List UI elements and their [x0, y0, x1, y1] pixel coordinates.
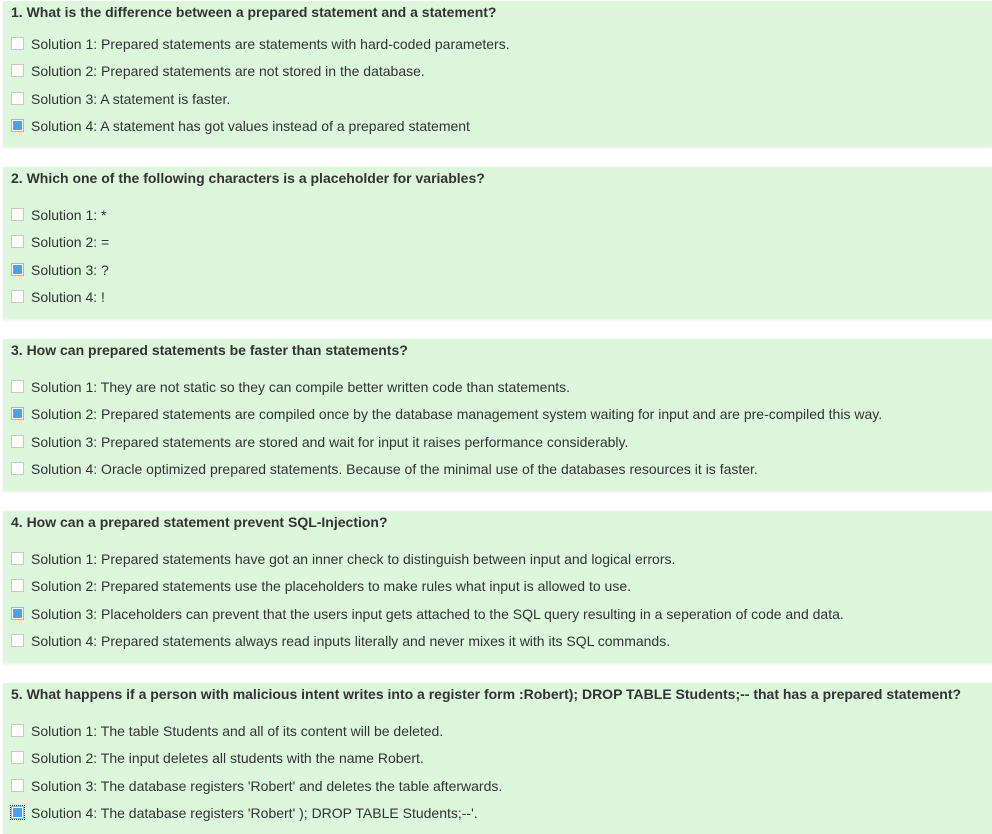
- option-label: Solution 3: Placeholders can prevent that the users input gets attached to the SQL query resulting in a seperation of code and data.: [31, 606, 844, 622]
- option-label: Solution 2: The input deletes all students with the name Robert.: [31, 750, 424, 766]
- question-2: [3, 167, 992, 319]
- option-label: Solution 1: They are not static so they can compile better written code than statements.: [31, 379, 571, 395]
- checkbox[interactable]: [11, 263, 24, 276]
- checkbox[interactable]: [11, 806, 24, 819]
- option-label: Solution 3: Prepared statements are stored and wait for input it raises performance considerably.: [31, 434, 629, 450]
- question-1: [3, 1, 992, 147]
- option-label: Solution 2: Prepared statements use the placeholders to make rules what input is allowed to use.: [31, 578, 632, 594]
- checkbox[interactable]: [11, 407, 24, 420]
- question-5: [3, 683, 992, 834]
- checkbox[interactable]: [11, 64, 24, 77]
- checkbox[interactable]: [11, 380, 24, 393]
- checkbox[interactable]: [11, 779, 24, 792]
- question-1-title: 1. What is the difference between a prepared statement and a statement?: [11, 4, 497, 20]
- option-label: Solution 2: Prepared statements are not stored in the database.: [31, 63, 425, 79]
- checkbox[interactable]: [11, 435, 24, 448]
- option-label: Solution 4: The database registers 'Robert' ); DROP TABLE Students;--'.: [31, 805, 478, 821]
- checkbox[interactable]: [11, 462, 24, 475]
- checkbox[interactable]: [11, 724, 24, 737]
- checkbox[interactable]: [11, 208, 24, 221]
- checkbox[interactable]: [11, 119, 24, 132]
- question-4: [3, 511, 992, 663]
- checkbox[interactable]: [11, 235, 24, 248]
- checkbox[interactable]: [11, 552, 24, 565]
- checkbox[interactable]: [11, 290, 24, 303]
- option-label: Solution 3: The database registers 'Robert' and deletes the table afterwards.: [31, 778, 503, 794]
- option-label: Solution 4: !: [31, 289, 105, 305]
- question-5-title: 5. What happens if a person with malicious intent writes into a register form :Robert); DROP TABLE Students;-- that has a prepared statement?: [11, 686, 962, 702]
- question-2-title: 2. Which one of the following characters is a placeholder for variables?: [11, 170, 485, 186]
- checkbox[interactable]: [11, 751, 24, 764]
- option-label: Solution 3: ?: [31, 262, 109, 278]
- question-4-title: 4. How can a prepared statement prevent SQL-Injection?: [11, 514, 388, 530]
- option-label: Solution 4: Oracle optimized prepared statements. Because of the minimal use of the databases resources it is faster.: [31, 461, 758, 477]
- option-label: Solution 1: Prepared statements are statements with hard-coded parameters.: [31, 36, 510, 52]
- question-3-title: 3. How can prepared statements be faster than statements?: [11, 342, 408, 358]
- option-label: Solution 1: The table Students and all of its content will be deleted.: [31, 723, 444, 739]
- option-label: Solution 1: Prepared statements have got an inner check to distinguish between input and logical errors.: [31, 551, 676, 567]
- option-label: Solution 2: Prepared statements are compiled once by the database management system waiting for input and are pre-compiled this way.: [31, 406, 883, 422]
- checkbox[interactable]: [11, 607, 24, 620]
- option-label: Solution 1: *: [31, 207, 107, 223]
- option-label: Solution 4: A statement has got values instead of a prepared statement: [31, 118, 470, 134]
- checkbox[interactable]: [11, 579, 24, 592]
- checkbox[interactable]: [11, 92, 24, 105]
- option-label: Solution 2: =: [31, 234, 110, 250]
- checkbox[interactable]: [11, 634, 24, 647]
- checkbox[interactable]: [11, 37, 24, 50]
- option-label: Solution 3: A statement is faster.: [31, 91, 231, 107]
- question-3: [3, 339, 992, 491]
- option-label: Solution 4: Prepared statements always read inputs literally and never mixes it with its SQL commands.: [31, 633, 671, 649]
